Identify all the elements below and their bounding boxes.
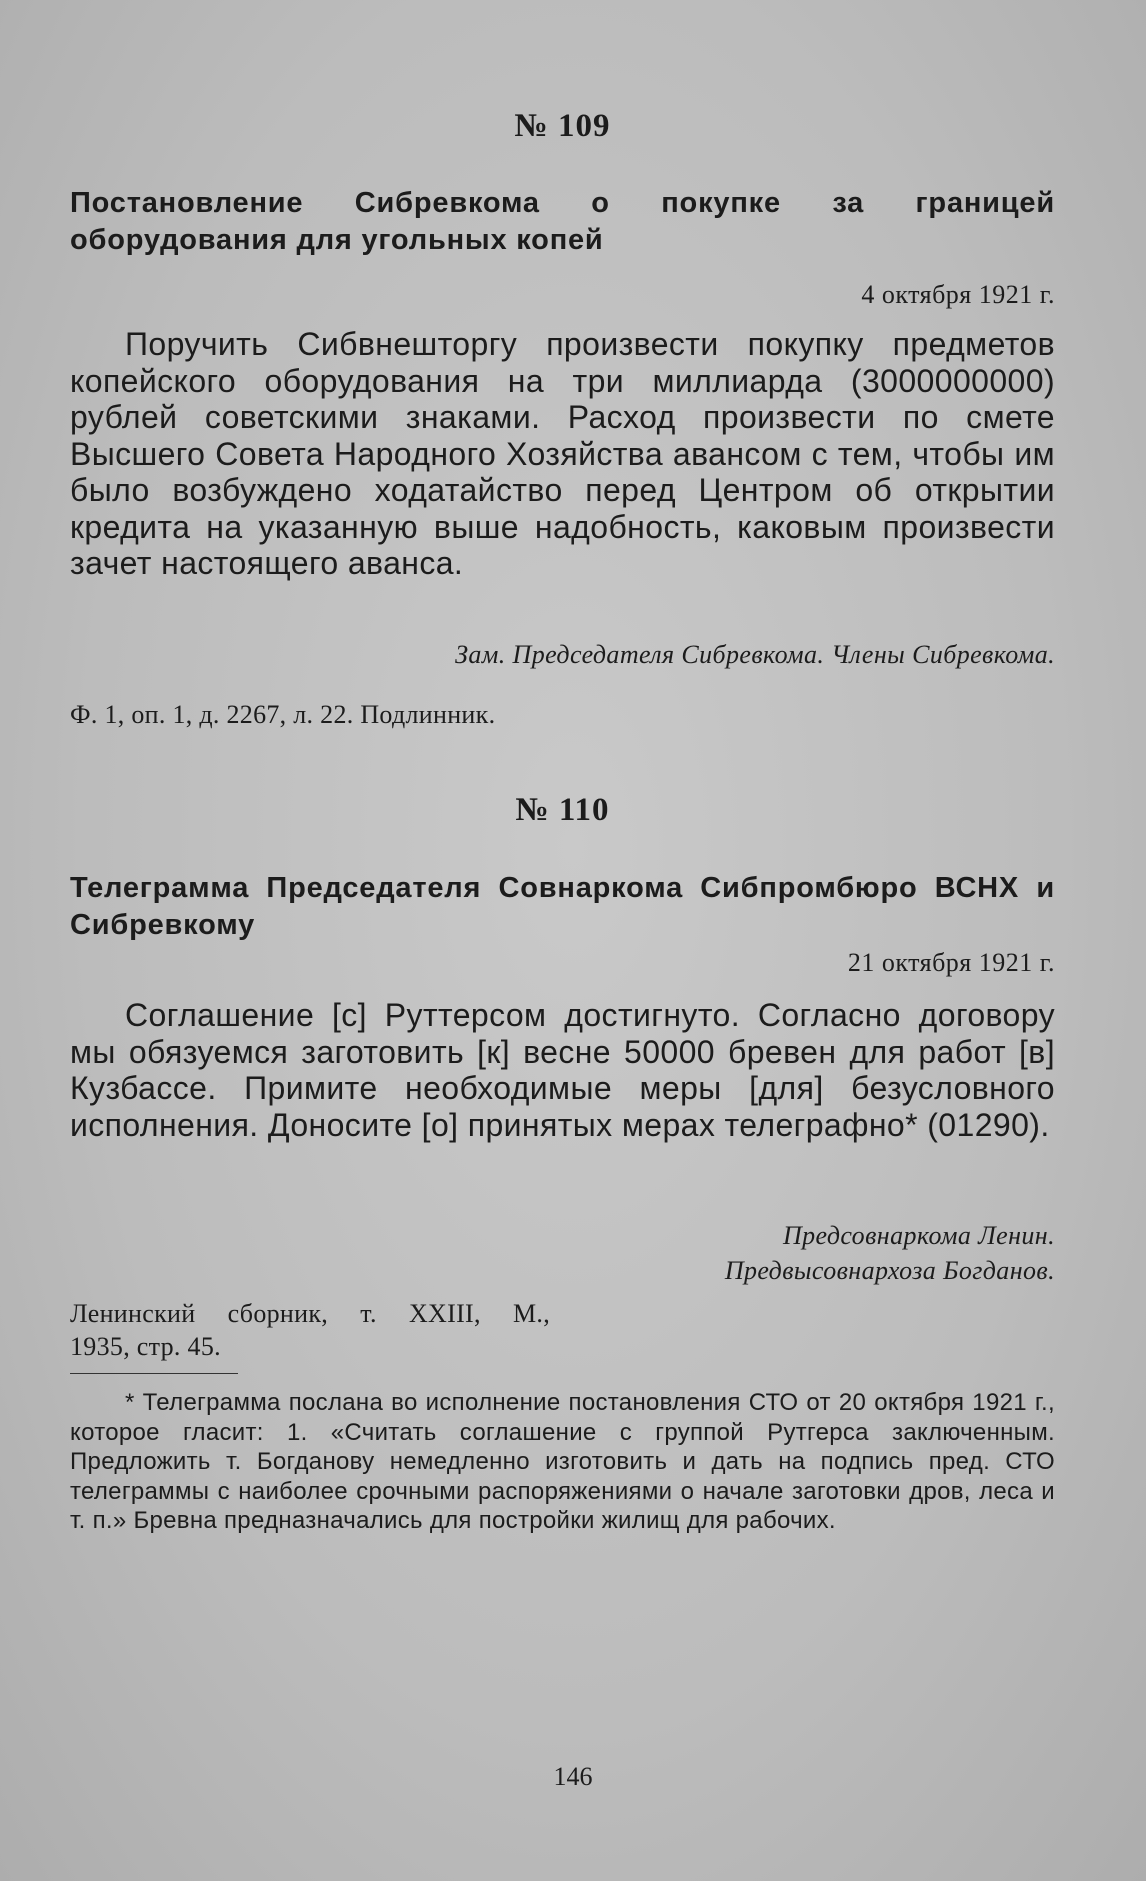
source-line: 1935, стр. 45. <box>70 1332 221 1361</box>
document-109-title: Постановление Сибревкома о покупке за границей оборудования для угольных копей <box>70 187 1055 256</box>
document-110-title: Телеграмма Председателя Совнаркома Сибпромбюро ВСНХ и Сибревкому <box>70 872 1055 941</box>
document-109-date: 4 октября 1921 г. <box>861 280 1055 309</box>
text-column <box>70 0 1055 1881</box>
document-109-source: Ф. 1, оп. 1, д. 2267, л. 22. Подлинник. <box>70 700 496 729</box>
footnote-divider <box>70 1373 238 1374</box>
document-110-source <box>70 1297 550 1363</box>
signature-line: Предвысовнархоза Богданов. <box>724 1256 1055 1285</box>
document-109-signature: Зам. Председателя Сибревкома. Члены Сибревкома. <box>455 640 1055 669</box>
footnote: * Телеграмма послана во исполнение постановления СТО от 20 октября 1921 г., которое гласит: 1. «Считать соглашение с группой Рутгерса заключенным. Предложить т. Богданову немедленно изготовить и дать на подпись пред. СТО телеграммы с наиболее срочными распоряжениями о начале заготовки дров, леса и т. п.» Бревна предназначались для постройки жилищ для рабочих. <box>70 1389 1055 1534</box>
document-109-body: Поручить Сибвнешторгу произвести покупку предметов копейского оборудования на три миллиарда (3000000000) рублей советскими знаками. Расход произвести по смете Высшего Совета Народного Хозяйства авансом с тем, чтобы им было возбуждено ходатайство перед Центром об открытии кредита на указанную выше надобность, каковым произвести зачет настоящего аванса. <box>70 326 1055 581</box>
document-110-body: Соглашение [с] Руттерсом достигнуто. Согласно договору мы обязуемся заготовить [к] весне 50000 бревен для работ [в] Кузбассе. Примите необходимые меры [для] безусловного исполнения. Доносите [о] принятых мерах телеграфно* (01290). <box>70 997 1055 1143</box>
document-110-signature <box>316 1218 1055 1288</box>
document-109-number: № 109 <box>514 108 611 144</box>
document-110-date: 21 октября 1921 г. <box>847 948 1055 977</box>
source-line: Ленинский сборник, т. XXIII, М., <box>70 1299 550 1328</box>
page-number: 146 <box>553 1762 593 1791</box>
signature-line: Предсовнаркома Ленин. <box>782 1221 1055 1250</box>
document-110-number: № 110 <box>515 792 610 828</box>
